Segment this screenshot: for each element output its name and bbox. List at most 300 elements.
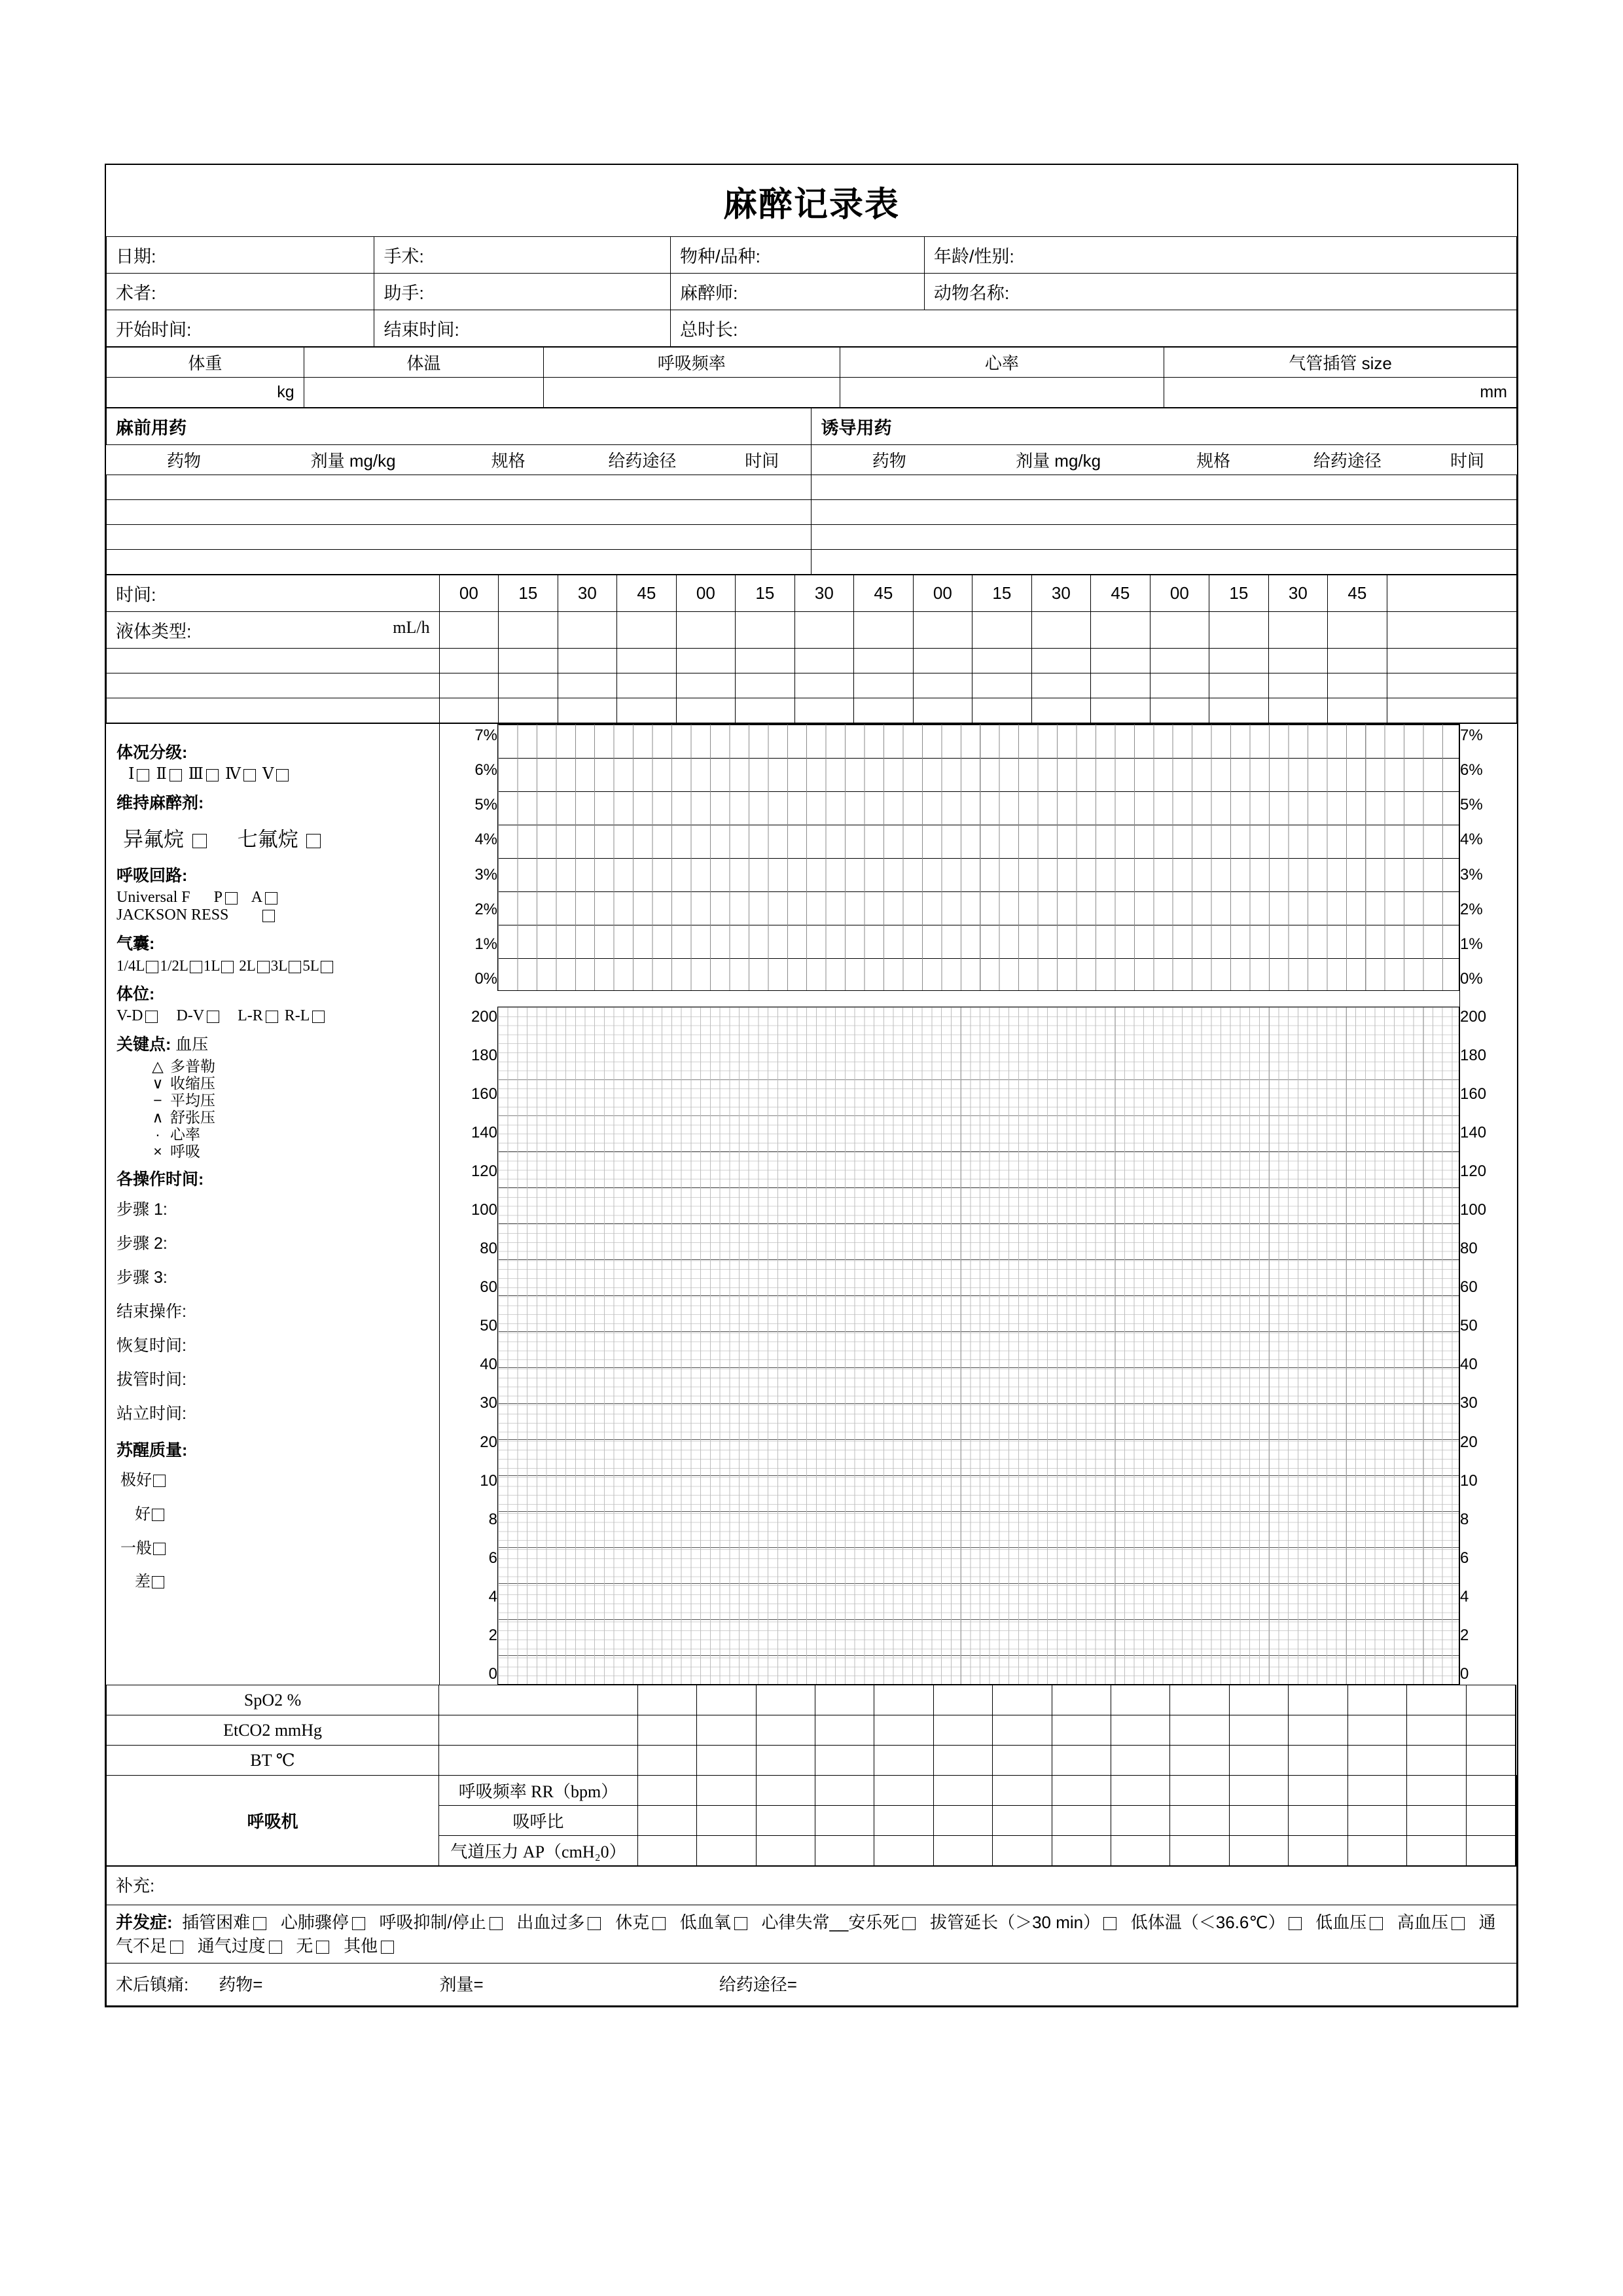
monitor-cell[interactable] <box>439 1715 638 1746</box>
circuit-option-p[interactable]: P <box>213 889 223 906</box>
ventilator-cell[interactable] <box>1407 1836 1466 1866</box>
monitor-cell[interactable] <box>1289 1715 1347 1746</box>
checkbox-icon[interactable] <box>352 1917 365 1930</box>
checkbox-icon[interactable] <box>253 1917 266 1930</box>
checkbox-icon[interactable] <box>146 961 158 973</box>
blank-cell[interactable] <box>794 673 854 698</box>
checkbox-icon[interactable] <box>152 1509 164 1521</box>
complication-item[interactable]: 插管困难 <box>182 1912 251 1932</box>
field-anesthetist[interactable]: 麻醉师: <box>670 274 924 310</box>
monitor-cell[interactable] <box>993 1746 1052 1776</box>
monitor-cell[interactable] <box>1052 1685 1111 1715</box>
blank-cell[interactable] <box>1268 698 1328 723</box>
ventilator-cell[interactable] <box>1052 1776 1111 1806</box>
blank-cell[interactable] <box>1387 698 1516 723</box>
blank-cell[interactable] <box>617 673 677 698</box>
fluid-cell[interactable] <box>1091 612 1150 649</box>
maintenance-options[interactable] <box>116 816 429 856</box>
monitor-cell[interactable] <box>756 1685 815 1715</box>
recovery-option-good[interactable]: 好 <box>135 1505 151 1523</box>
blank-cell[interactable] <box>736 649 795 673</box>
ventilator-cell[interactable] <box>874 1806 933 1836</box>
monitor-cell[interactable] <box>1466 1685 1515 1715</box>
monitor-cell[interactable] <box>1289 1746 1347 1776</box>
premed-entry-row[interactable] <box>107 525 812 550</box>
operation-step-2[interactable]: 步骤 2: <box>116 1234 168 1253</box>
fluid-cell[interactable] <box>854 612 914 649</box>
analgesia-route-field[interactable]: 给药途径= <box>719 1975 797 1994</box>
blank-cell[interactable] <box>972 698 1032 723</box>
analgesia-drug-field[interactable]: 药物= <box>219 1975 263 1994</box>
monitor-cell[interactable] <box>1052 1746 1111 1776</box>
complication-item[interactable]: 无 <box>296 1936 313 1956</box>
recovery-option-excellent[interactable]: 极好 <box>120 1471 152 1489</box>
monitor-cell[interactable] <box>1170 1715 1229 1746</box>
induction-entry-row[interactable] <box>812 500 1517 525</box>
monitor-cell[interactable] <box>933 1746 992 1776</box>
vitals-value-respiration[interactable] <box>544 378 840 408</box>
ventilator-cell[interactable] <box>1289 1836 1347 1866</box>
checkbox-icon[interactable] <box>221 961 234 973</box>
monitor-cell[interactable] <box>1229 1746 1288 1776</box>
blank-cell[interactable] <box>439 649 499 673</box>
fluid-cell[interactable] <box>676 612 736 649</box>
monitor-cell[interactable] <box>439 1685 638 1715</box>
monitor-cell[interactable] <box>1111 1746 1170 1776</box>
blank-cell[interactable] <box>854 673 914 698</box>
ventilator-cell[interactable] <box>1052 1836 1111 1866</box>
monitor-cell[interactable] <box>1111 1685 1170 1715</box>
ventilator-cell[interactable] <box>1111 1776 1170 1806</box>
gas-tick: 1% <box>1460 935 1483 953</box>
blank-cell[interactable] <box>676 649 736 673</box>
premed-entry-row[interactable] <box>107 500 812 525</box>
monitor-cell[interactable] <box>1229 1715 1288 1746</box>
checkbox-icon[interactable] <box>381 1941 394 1954</box>
monitor-cell[interactable] <box>697 1746 756 1776</box>
monitor-cell[interactable] <box>1347 1685 1406 1715</box>
monitor-cell[interactable] <box>815 1746 874 1776</box>
field-start-time[interactable]: 开始时间: <box>107 310 374 347</box>
ventilator-cell[interactable] <box>874 1836 933 1866</box>
ventilator-cell[interactable] <box>1516 1806 1517 1836</box>
monitor-cell[interactable] <box>815 1685 874 1715</box>
monitor-cell[interactable] <box>1289 1685 1347 1715</box>
complication-item[interactable]: 高血压 <box>1397 1912 1448 1932</box>
position-option-vd[interactable]: V-D <box>116 1007 143 1024</box>
checkbox-icon[interactable] <box>192 834 207 848</box>
blank-cell[interactable] <box>972 673 1032 698</box>
checkbox-icon[interactable] <box>1452 1917 1465 1930</box>
checkbox-icon[interactable] <box>321 961 333 973</box>
checkbox-icon[interactable] <box>266 1011 278 1023</box>
chart-region <box>106 723 1517 1685</box>
blank-cell[interactable] <box>794 698 854 723</box>
ventilator-cell[interactable] <box>697 1806 756 1836</box>
blank-cell[interactable] <box>1091 649 1150 673</box>
blank-cell[interactable] <box>676 698 736 723</box>
checkbox-icon[interactable] <box>170 1941 183 1954</box>
ventilator-cell[interactable] <box>1111 1806 1170 1836</box>
blood-pressure-grid[interactable] <box>497 1007 1459 1685</box>
time-tick: 45 <box>1328 575 1387 612</box>
field-surgery[interactable]: 手术: <box>374 237 671 274</box>
blank-cell[interactable] <box>854 698 914 723</box>
ventilator-cell[interactable] <box>1347 1776 1406 1806</box>
monitor-cell[interactable] <box>1407 1685 1466 1715</box>
ventilator-cell[interactable] <box>1516 1836 1517 1866</box>
blank-cell[interactable] <box>499 698 558 723</box>
checkbox-icon[interactable] <box>289 961 301 973</box>
complication-item[interactable]: 拔管延长（＞30 min） <box>930 1912 1101 1932</box>
fluid-cell[interactable] <box>1387 612 1516 649</box>
monitor-cell[interactable] <box>756 1715 815 1746</box>
monitor-cell[interactable] <box>637 1715 696 1746</box>
blank-cell[interactable] <box>736 673 795 698</box>
blank-cell[interactable] <box>1031 649 1091 673</box>
blank-cell[interactable] <box>1268 673 1328 698</box>
ventilator-cell[interactable] <box>993 1806 1052 1836</box>
ventilator-cell[interactable] <box>1229 1836 1288 1866</box>
checkbox-icon[interactable] <box>265 892 277 905</box>
fluid-cell[interactable] <box>439 612 499 649</box>
checkbox-icon[interactable] <box>190 961 202 973</box>
circuit-option-a[interactable]: A <box>251 889 263 906</box>
asa-options[interactable] <box>116 766 429 783</box>
monitor-cell[interactable] <box>1111 1715 1170 1746</box>
recovery-option-fair-row[interactable] <box>116 1532 429 1566</box>
monitor-cell[interactable] <box>933 1685 992 1715</box>
bag-option-2l[interactable]: 2L <box>239 958 256 974</box>
blank-cell[interactable] <box>913 649 972 673</box>
induction-col-spec: 规格 <box>1196 451 1231 471</box>
ventilator-cell[interactable] <box>1229 1776 1288 1806</box>
bag-option-3l[interactable]: 3L <box>270 958 288 974</box>
checkbox-icon[interactable] <box>206 769 219 781</box>
ventilator-cell[interactable] <box>993 1776 1052 1806</box>
blank-cell[interactable] <box>1328 649 1387 673</box>
complication-item[interactable]: 通气过度 <box>197 1936 266 1956</box>
induction-entry-row[interactable] <box>812 525 1517 550</box>
blank-cell[interactable] <box>499 649 558 673</box>
maintenance-option-sevoflurane[interactable]: 七氟烷 <box>237 828 298 851</box>
ventilator-cell[interactable] <box>1289 1806 1347 1836</box>
ventilator-cell[interactable] <box>637 1836 696 1866</box>
ventilator-cell[interactable] <box>756 1806 815 1836</box>
blank-cell[interactable] <box>1387 673 1516 698</box>
complication-item[interactable]: 心肺骤停 <box>280 1912 349 1932</box>
monitor-cell[interactable] <box>439 1746 638 1776</box>
monitor-cell[interactable] <box>874 1685 933 1715</box>
complication-item[interactable]: 心律失常__安乐死 <box>761 1912 900 1932</box>
ventilator-cell[interactable] <box>697 1776 756 1806</box>
complication-item[interactable]: 通气不足 <box>116 1912 1496 1956</box>
blank-cell[interactable] <box>558 673 617 698</box>
vitals-value-tube-unit[interactable]: mm <box>1164 378 1517 408</box>
fluid-cell[interactable] <box>1328 612 1387 649</box>
ventilator-cell[interactable] <box>1170 1836 1229 1866</box>
fluid-cell[interactable] <box>913 612 972 649</box>
ventilator-cell[interactable] <box>1347 1836 1406 1866</box>
position-option-rl[interactable]: R-L <box>284 1007 310 1024</box>
field-age-sex[interactable]: 年龄/性别: <box>924 237 1516 274</box>
bag-option-5l[interactable]: 5L <box>302 958 319 974</box>
checkbox-icon[interactable] <box>153 1543 166 1555</box>
checkbox-icon[interactable] <box>137 769 149 781</box>
blank-cell[interactable] <box>913 698 972 723</box>
ventilator-cell[interactable] <box>637 1776 696 1806</box>
blank-cell[interactable] <box>558 649 617 673</box>
complication-item[interactable]: 休克 <box>615 1912 650 1932</box>
blank-cell[interactable] <box>107 698 440 723</box>
gas-concentration-grid[interactable] <box>497 724 1459 991</box>
blank-cell[interactable] <box>1150 649 1209 673</box>
ventilator-cell[interactable] <box>1466 1836 1515 1866</box>
checkbox-icon[interactable] <box>734 1917 747 1930</box>
checkbox-icon[interactable] <box>152 1576 164 1588</box>
checkbox-icon[interactable] <box>490 1917 503 1930</box>
recovery-option-poor[interactable]: 差 <box>135 1573 151 1590</box>
monitor-cell[interactable] <box>933 1715 992 1746</box>
monitor-cell[interactable] <box>1170 1746 1229 1776</box>
field-total-duration[interactable]: 总时长: <box>670 310 1516 347</box>
checkbox-icon[interactable] <box>588 1917 601 1930</box>
blank-cell[interactable] <box>1328 698 1387 723</box>
monitor-cell[interactable] <box>1407 1715 1466 1746</box>
fluid-cell[interactable] <box>1150 612 1209 649</box>
fluid-cell[interactable] <box>972 612 1032 649</box>
table-row <box>107 348 1517 378</box>
field-date[interactable]: 日期: <box>107 237 374 274</box>
ventilator-cell[interactable] <box>815 1806 874 1836</box>
monitor-cell[interactable] <box>874 1715 933 1746</box>
monitor-cell[interactable] <box>697 1685 756 1715</box>
ventilator-cell[interactable] <box>1289 1776 1347 1806</box>
monitor-cell[interactable] <box>815 1715 874 1746</box>
bag-option-1l[interactable]: 1L <box>203 958 221 974</box>
blank-cell[interactable] <box>794 649 854 673</box>
blank-cell[interactable] <box>736 698 795 723</box>
asa-option-5[interactable]: Ⅴ <box>262 766 274 783</box>
vitals-value-temperature[interactable] <box>304 378 543 408</box>
monitor-cell[interactable] <box>1347 1715 1406 1746</box>
ventilator-cell[interactable] <box>1407 1776 1466 1806</box>
premed-entry-row[interactable] <box>107 550 812 575</box>
vitals-value-heartrate[interactable] <box>840 378 1164 408</box>
operation-step-3[interactable]: 步骤 3: <box>116 1268 168 1287</box>
blank-cell[interactable] <box>1268 649 1328 673</box>
checkbox-icon[interactable] <box>262 910 275 922</box>
asa-option-1[interactable]: Ⅰ <box>128 766 135 783</box>
monitor-cell[interactable] <box>697 1715 756 1746</box>
blank-cell[interactable] <box>1150 673 1209 698</box>
induction-entry-row[interactable] <box>812 475 1517 500</box>
complication-item[interactable]: 低血氧 <box>679 1912 731 1932</box>
supplement-label[interactable]: 补充: <box>107 1867 1517 1905</box>
ventilator-cell[interactable] <box>1516 1776 1517 1806</box>
monitor-cell[interactable] <box>1229 1685 1288 1715</box>
checkbox-icon[interactable] <box>1103 1917 1116 1930</box>
checkbox-icon[interactable] <box>207 1011 219 1023</box>
induction-entry-row[interactable] <box>812 550 1517 575</box>
monitor-cell[interactable] <box>756 1746 815 1776</box>
complication-item[interactable]: 呼吸抑制/停止 <box>379 1912 486 1932</box>
blank-cell[interactable] <box>1091 673 1150 698</box>
monitor-cell[interactable] <box>874 1746 933 1776</box>
monitor-cell[interactable] <box>637 1746 696 1776</box>
blank-cell[interactable] <box>107 673 440 698</box>
fluid-cell[interactable] <box>794 612 854 649</box>
blank-cell[interactable] <box>558 698 617 723</box>
checkbox-icon[interactable] <box>306 834 321 848</box>
blank-cell[interactable] <box>499 673 558 698</box>
monitor-cell[interactable] <box>1052 1715 1111 1746</box>
fluid-cell[interactable] <box>736 612 795 649</box>
field-animal-name[interactable]: 动物名称: <box>924 274 1516 310</box>
checkbox-icon[interactable] <box>316 1941 329 1954</box>
field-surgeon[interactable]: 术者: <box>107 274 374 310</box>
blank-cell[interactable] <box>1091 698 1150 723</box>
blank-cell[interactable] <box>439 673 499 698</box>
checkbox-icon[interactable] <box>145 1011 158 1023</box>
ventilator-cell[interactable] <box>1170 1806 1229 1836</box>
monitor-cell[interactable] <box>993 1685 1052 1715</box>
field-end-time[interactable]: 结束时间: <box>374 310 671 347</box>
position-options[interactable] <box>116 1007 429 1025</box>
analgesia-cell[interactable] <box>107 1964 1517 2006</box>
blank-cell[interactable] <box>1387 649 1516 673</box>
vitals-value-weight-unit[interactable]: kg <box>107 378 304 408</box>
ventilator-cell[interactable] <box>993 1836 1052 1866</box>
ventilator-cell[interactable] <box>756 1776 815 1806</box>
ventilator-cell[interactable] <box>1111 1836 1170 1866</box>
asa-option-3[interactable]: Ⅲ <box>188 766 204 783</box>
blank-cell[interactable] <box>617 698 677 723</box>
checkbox-icon[interactable] <box>902 1917 916 1930</box>
blank-cell[interactable] <box>617 649 677 673</box>
operation-recovery-time[interactable]: 恢复时间: <box>116 1336 187 1355</box>
analgesia-dose-field[interactable]: 剂量= <box>439 1975 484 1994</box>
recovery-option-fair[interactable]: 一般 <box>120 1539 152 1557</box>
premed-entry-row[interactable] <box>107 475 812 500</box>
recovery-option-good-row[interactable] <box>116 1498 429 1532</box>
bag-option-quarter[interactable]: 1/4L <box>116 958 145 974</box>
fluid-type-cell[interactable] <box>107 612 440 649</box>
ventilator-cell[interactable] <box>697 1836 756 1866</box>
blank-cell[interactable] <box>107 649 440 673</box>
ventilator-cell[interactable] <box>815 1836 874 1866</box>
checkbox-icon[interactable] <box>243 769 256 781</box>
ventilator-cell[interactable] <box>637 1806 696 1836</box>
ventilator-cell[interactable] <box>1052 1806 1111 1836</box>
blank-cell[interactable] <box>676 673 736 698</box>
blank-cell[interactable] <box>1031 698 1091 723</box>
monitor-cell[interactable] <box>1466 1715 1515 1746</box>
monitor-cell[interactable] <box>1170 1685 1229 1715</box>
bag-option-half[interactable]: 1/2L <box>160 958 188 974</box>
complication-item[interactable]: 低血压 <box>1315 1912 1367 1932</box>
monitor-cell[interactable] <box>1347 1746 1406 1776</box>
blank-cell[interactable] <box>1150 698 1209 723</box>
fluid-cell[interactable] <box>1268 612 1328 649</box>
checkbox-icon[interactable] <box>153 1475 166 1487</box>
asa-option-2[interactable]: Ⅱ <box>156 766 167 783</box>
blank-cell[interactable] <box>1209 649 1269 673</box>
ventilator-cell[interactable] <box>1229 1806 1288 1836</box>
complication-item[interactable]: 其他 <box>344 1936 378 1956</box>
fluid-cell[interactable] <box>558 612 617 649</box>
blank-cell[interactable] <box>1209 698 1269 723</box>
ventilator-cell[interactable] <box>933 1836 992 1866</box>
monitor-cell[interactable] <box>1407 1746 1466 1776</box>
checkbox-icon[interactable] <box>225 892 238 905</box>
ventilator-cell[interactable] <box>874 1776 933 1806</box>
recovery-option-excellent-row[interactable] <box>116 1463 429 1498</box>
monitor-cell[interactable] <box>993 1715 1052 1746</box>
plot-columns[interactable] <box>497 724 1459 1685</box>
blank-cell[interactable] <box>913 673 972 698</box>
blank-cell[interactable] <box>439 698 499 723</box>
field-assistant[interactable]: 助手: <box>374 274 671 310</box>
ventilator-cell[interactable] <box>1466 1806 1515 1836</box>
complication-item[interactable]: 低体温（＜36.6℃） <box>1130 1912 1285 1932</box>
checkbox-icon[interactable] <box>1370 1917 1383 1930</box>
ventilator-cell[interactable] <box>1347 1806 1406 1836</box>
fluid-cell[interactable] <box>617 612 677 649</box>
ventilator-cell[interactable] <box>815 1776 874 1806</box>
complication-item[interactable]: 出血过多 <box>516 1912 585 1932</box>
ventilator-cell[interactable] <box>1466 1776 1515 1806</box>
position-option-lr[interactable]: L-R <box>238 1007 263 1024</box>
bag-options[interactable] <box>116 957 429 975</box>
complications-cell[interactable] <box>107 1905 1517 1964</box>
circuit-jackson-rees-row[interactable] <box>116 906 429 924</box>
blank-cell[interactable] <box>1209 673 1269 698</box>
ventilator-cell[interactable] <box>1407 1806 1466 1836</box>
ventilator-cell[interactable] <box>1170 1776 1229 1806</box>
monitor-cell[interactable] <box>1466 1746 1515 1776</box>
asa-option-4[interactable]: Ⅳ <box>224 766 241 783</box>
fluid-cell[interactable] <box>1031 612 1091 649</box>
circuit-universal-f-row[interactable] <box>116 889 429 906</box>
blank-cell[interactable] <box>1328 673 1387 698</box>
checkbox-icon[interactable] <box>312 1011 325 1023</box>
checkbox-icon[interactable] <box>269 1941 282 1954</box>
blank-cell[interactable] <box>1031 673 1091 698</box>
operation-standing-time[interactable]: 站立时间: <box>116 1405 187 1423</box>
ventilator-cell[interactable] <box>933 1776 992 1806</box>
maintenance-option-isoflurane[interactable]: 异氟烷 <box>123 828 184 851</box>
operation-end[interactable]: 结束操作: <box>116 1302 187 1321</box>
checkbox-icon[interactable] <box>1289 1917 1302 1930</box>
operation-extubation-time[interactable]: 拔管时间: <box>116 1371 187 1389</box>
monitor-cell[interactable] <box>637 1685 696 1715</box>
ventilator-cell[interactable] <box>756 1836 815 1866</box>
checkbox-icon[interactable] <box>169 769 182 781</box>
checkbox-icon[interactable] <box>652 1917 666 1930</box>
position-option-dv[interactable]: D-V <box>176 1007 205 1024</box>
fluid-cell[interactable] <box>499 612 558 649</box>
ventilator-cell[interactable] <box>933 1806 992 1836</box>
operation-step-1[interactable]: 步骤 1: <box>116 1200 168 1219</box>
checkbox-icon[interactable] <box>276 769 289 781</box>
blank-cell[interactable] <box>972 649 1032 673</box>
recovery-option-poor-row[interactable] <box>116 1566 429 1598</box>
fluid-cell[interactable] <box>1209 612 1269 649</box>
checkbox-icon[interactable] <box>257 961 270 973</box>
field-species[interactable]: 物种/品种: <box>670 237 924 274</box>
blank-cell[interactable] <box>854 649 914 673</box>
